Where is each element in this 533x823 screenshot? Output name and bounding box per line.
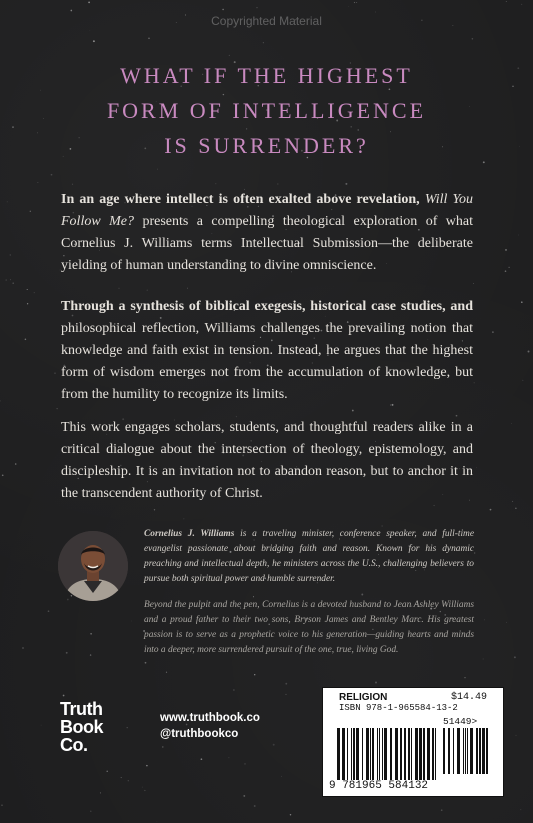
star-dot bbox=[157, 169, 158, 170]
star-dot bbox=[473, 283, 474, 284]
star-dot bbox=[520, 809, 521, 810]
star-dot bbox=[523, 380, 524, 381]
star-dot bbox=[514, 656, 516, 658]
star-dot bbox=[22, 647, 24, 649]
star-dot bbox=[254, 805, 256, 807]
barcode-bar bbox=[448, 728, 450, 774]
star-dot bbox=[142, 787, 143, 788]
star-dot bbox=[106, 771, 107, 772]
barcode-number: 9 781965 584132 bbox=[329, 780, 429, 792]
star-dot bbox=[70, 10, 72, 12]
barcode-price: $14.49 bbox=[450, 692, 487, 703]
star-dot bbox=[88, 2, 90, 4]
barcode-isbn: ISBN 978-1-965584-13-2 bbox=[339, 703, 458, 713]
barcode-bar bbox=[435, 728, 436, 780]
paragraph-2-lead: Through a synthesis of biblical exegesis, historical case studies, and bbox=[61, 299, 473, 314]
publisher-contact bbox=[160, 710, 260, 742]
barcode-bar bbox=[470, 728, 473, 774]
star-dot bbox=[90, 633, 92, 635]
barcode-bar bbox=[347, 728, 348, 780]
barcode-addon-bars bbox=[443, 728, 489, 774]
star-dot bbox=[0, 400, 1, 401]
star-dot bbox=[254, 674, 255, 675]
star-dot bbox=[521, 301, 523, 303]
star-dot bbox=[285, 683, 287, 685]
barcode-bar bbox=[419, 728, 422, 780]
star-dot bbox=[10, 254, 11, 255]
barcode-bar bbox=[356, 728, 359, 780]
headline-line-3: IS SURRENDER? bbox=[164, 133, 369, 158]
barcode-bar bbox=[467, 728, 468, 774]
star-dot bbox=[348, 6, 349, 7]
author-portrait-icon bbox=[58, 531, 128, 601]
barcode-price-code: 51449> bbox=[443, 716, 478, 727]
barcode-bar bbox=[377, 728, 378, 780]
star-dot bbox=[476, 467, 477, 468]
barcode-bar bbox=[476, 728, 478, 774]
star-dot bbox=[145, 662, 147, 664]
barcode-bar bbox=[486, 728, 488, 774]
star-dot bbox=[233, 689, 234, 690]
star-dot bbox=[146, 765, 148, 767]
star-dot bbox=[222, 9, 223, 10]
star-dot bbox=[352, 410, 354, 412]
star-dot bbox=[144, 790, 145, 791]
star-dot bbox=[41, 725, 42, 726]
star-dot bbox=[5, 279, 7, 281]
star-dot bbox=[361, 594, 363, 596]
barcode-bar bbox=[342, 728, 345, 780]
barcode-bar bbox=[411, 728, 412, 780]
star-dot bbox=[505, 249, 507, 251]
copyright-watermark: Copyrighted Material bbox=[211, 14, 322, 28]
star-dot bbox=[521, 4, 522, 5]
barcode-bar bbox=[453, 728, 454, 774]
star-dot bbox=[90, 811, 91, 812]
star-dot bbox=[244, 763, 246, 765]
barcode-bar bbox=[395, 728, 398, 780]
barcode-bar bbox=[390, 728, 392, 780]
barcode-bar bbox=[382, 728, 383, 780]
author-bio-1 bbox=[144, 527, 474, 587]
star-dot bbox=[433, 505, 434, 506]
star-dot bbox=[354, 2, 355, 3]
publisher-handle: @truthbookco bbox=[160, 728, 239, 740]
barcode-bar bbox=[415, 728, 418, 780]
author-bio-1-text: is a traveling minister, conference speaker, and full-time evangelist passionate about bridging faith and reason. Known for his dynamic preaching and intellectual depth, he ministers across the U.S., challenging believers to pursue both spiritual power and humble surrender. bbox=[144, 529, 474, 584]
barcode-bar bbox=[353, 728, 355, 780]
barcode-bar bbox=[362, 728, 363, 780]
paragraph-1-body: presents a compelling theological exploration of what Cornelius J. Williams terms Intellectual Submission—the deliberate yielding of human understanding to divine omniscience. bbox=[61, 214, 474, 273]
star-dot bbox=[201, 758, 203, 760]
author-bio-2: Beyond the pulpit and the pen, Cornelius is a devoted husband to Jean Ashley Williams and a proud father to their two sons, Bryson James and Bentley Marc. His greatest passion is to serve as a prophetic voice to his generation—guiding hearts and minds into a deeper, more surrendered pursuit of the one, true, living God. bbox=[144, 600, 474, 655]
star-dot bbox=[90, 30, 91, 31]
star-dot bbox=[1, 805, 2, 806]
paragraph-2-body: philosophical reflection, Williams challenges the prevailing notion that knowledge and faith exist in tension. Instead, he argues that the highest form of wisdom emerges not from the accumulation of knowledge, but from the humility to recognize its limits. bbox=[61, 321, 473, 402]
star-dot bbox=[121, 777, 122, 778]
star-dot bbox=[2, 474, 4, 476]
star-dot bbox=[506, 622, 507, 623]
star-dot bbox=[15, 463, 17, 465]
star-dot bbox=[7, 202, 8, 203]
barcode-bar bbox=[337, 728, 340, 780]
barcode-bar bbox=[482, 728, 485, 774]
headline bbox=[0, 58, 533, 163]
barcode-bar bbox=[404, 728, 406, 780]
star-dot bbox=[12, 282, 13, 283]
paragraph-1-lead: In an age where intellect is often exalted above revelation, bbox=[61, 192, 420, 207]
barcode-bar bbox=[370, 728, 371, 780]
star-dot bbox=[71, 595, 72, 596]
star-dot bbox=[66, 652, 68, 654]
star-dot bbox=[54, 372, 56, 374]
barcode-bar bbox=[427, 728, 430, 780]
star-dot bbox=[492, 331, 494, 333]
star-dot bbox=[286, 694, 287, 695]
star-dot bbox=[484, 620, 485, 621]
star-dot bbox=[63, 695, 65, 697]
star-dot bbox=[472, 38, 474, 40]
barcode-category: RELIGION bbox=[339, 692, 388, 703]
star-dot bbox=[157, 821, 158, 822]
star-dot bbox=[356, 2, 357, 3]
star-dot bbox=[508, 267, 509, 268]
description-paragraph-1 bbox=[61, 189, 473, 277]
star-dot bbox=[48, 610, 50, 612]
star-dot bbox=[51, 174, 53, 176]
publisher-logo bbox=[60, 700, 130, 754]
star-dot bbox=[187, 288, 188, 289]
star-dot bbox=[273, 744, 275, 746]
barcode-bars bbox=[337, 728, 439, 780]
barcode-bar bbox=[366, 728, 369, 780]
isbn-barcode-box bbox=[322, 687, 504, 797]
barcode-bar bbox=[423, 728, 425, 780]
logo-line-1: Truth bbox=[60, 699, 103, 719]
star-dot bbox=[90, 654, 91, 655]
star-dot bbox=[375, 682, 377, 684]
star-dot bbox=[464, 677, 465, 678]
star-dot bbox=[119, 288, 120, 289]
star-dot bbox=[228, 757, 229, 758]
barcode-bar bbox=[465, 728, 466, 774]
headline-line-1: WHAT IF THE HIGHEST bbox=[120, 63, 413, 88]
star-dot bbox=[37, 182, 38, 183]
star-dot bbox=[512, 501, 513, 502]
star-dot bbox=[93, 40, 95, 42]
star-dot bbox=[474, 552, 475, 553]
star-dot bbox=[67, 599, 69, 601]
barcode-bar bbox=[443, 728, 445, 774]
star-dot bbox=[474, 382, 475, 383]
star-dot bbox=[72, 184, 73, 185]
barcode-bar bbox=[463, 728, 464, 774]
barcode-bar bbox=[384, 728, 387, 780]
star-dot bbox=[257, 7, 258, 8]
star-dot bbox=[162, 746, 163, 747]
star-dot bbox=[278, 184, 279, 185]
star-dot bbox=[147, 290, 148, 291]
barcode-bar bbox=[379, 728, 380, 780]
star-dot bbox=[518, 235, 519, 236]
barcode-bar bbox=[372, 728, 374, 780]
author-photo bbox=[58, 531, 128, 601]
author-name: Cornelius J. Williams bbox=[144, 529, 235, 539]
publisher-website: www.truthbook.co bbox=[160, 712, 260, 724]
headline-line-2: FORM OF INTELLIGENCE bbox=[106, 98, 427, 123]
star-dot bbox=[516, 735, 517, 736]
star-dot bbox=[290, 814, 291, 815]
logo-line-3: Co. bbox=[60, 735, 88, 755]
barcode-bar bbox=[408, 728, 410, 780]
star-dot bbox=[345, 183, 347, 185]
star-dot bbox=[281, 776, 282, 777]
star-dot bbox=[57, 408, 58, 409]
logo-line-2: Book bbox=[60, 717, 103, 737]
star-dot bbox=[154, 509, 155, 510]
star-dot bbox=[27, 303, 28, 304]
star-dot bbox=[505, 270, 507, 272]
star-dot bbox=[25, 339, 27, 341]
star-dot bbox=[243, 795, 245, 797]
description-paragraph-3: This work engages scholars, students, and thoughtful readers alike in a critical dialogue about the intersection of theology, epistemology, and discipleship. It is an invitation not to abandon reason, but to anchor it in the transcendent authority of Christ. bbox=[61, 420, 473, 501]
barcode-bar bbox=[351, 728, 352, 780]
barcode-bar bbox=[457, 728, 460, 774]
star-dot bbox=[375, 12, 376, 13]
barcode-bar bbox=[432, 728, 434, 780]
barcode-bar bbox=[479, 728, 481, 774]
star-dot bbox=[131, 621, 132, 622]
barcode-bar bbox=[400, 728, 402, 780]
star-dot bbox=[148, 37, 150, 39]
star-dot bbox=[229, 55, 230, 56]
star-dot bbox=[30, 211, 31, 212]
book-title: Will You Follow Me? bbox=[61, 192, 474, 229]
star-dot bbox=[490, 509, 492, 511]
star-dot bbox=[515, 508, 516, 509]
star-dot bbox=[511, 423, 512, 424]
star-dot bbox=[506, 1, 507, 2]
star-dot bbox=[441, 809, 443, 811]
star-dot bbox=[100, 792, 101, 793]
star-dot bbox=[27, 289, 28, 290]
star-dot bbox=[528, 351, 530, 353]
star-dot bbox=[483, 659, 484, 660]
star-dot bbox=[166, 672, 167, 673]
star-dot bbox=[215, 183, 216, 184]
star-dot bbox=[128, 780, 129, 781]
description-paragraph-2 bbox=[61, 296, 473, 406]
star-dot bbox=[10, 279, 11, 280]
star-dot bbox=[184, 519, 185, 520]
star-dot bbox=[34, 292, 35, 293]
star-dot bbox=[263, 42, 264, 43]
